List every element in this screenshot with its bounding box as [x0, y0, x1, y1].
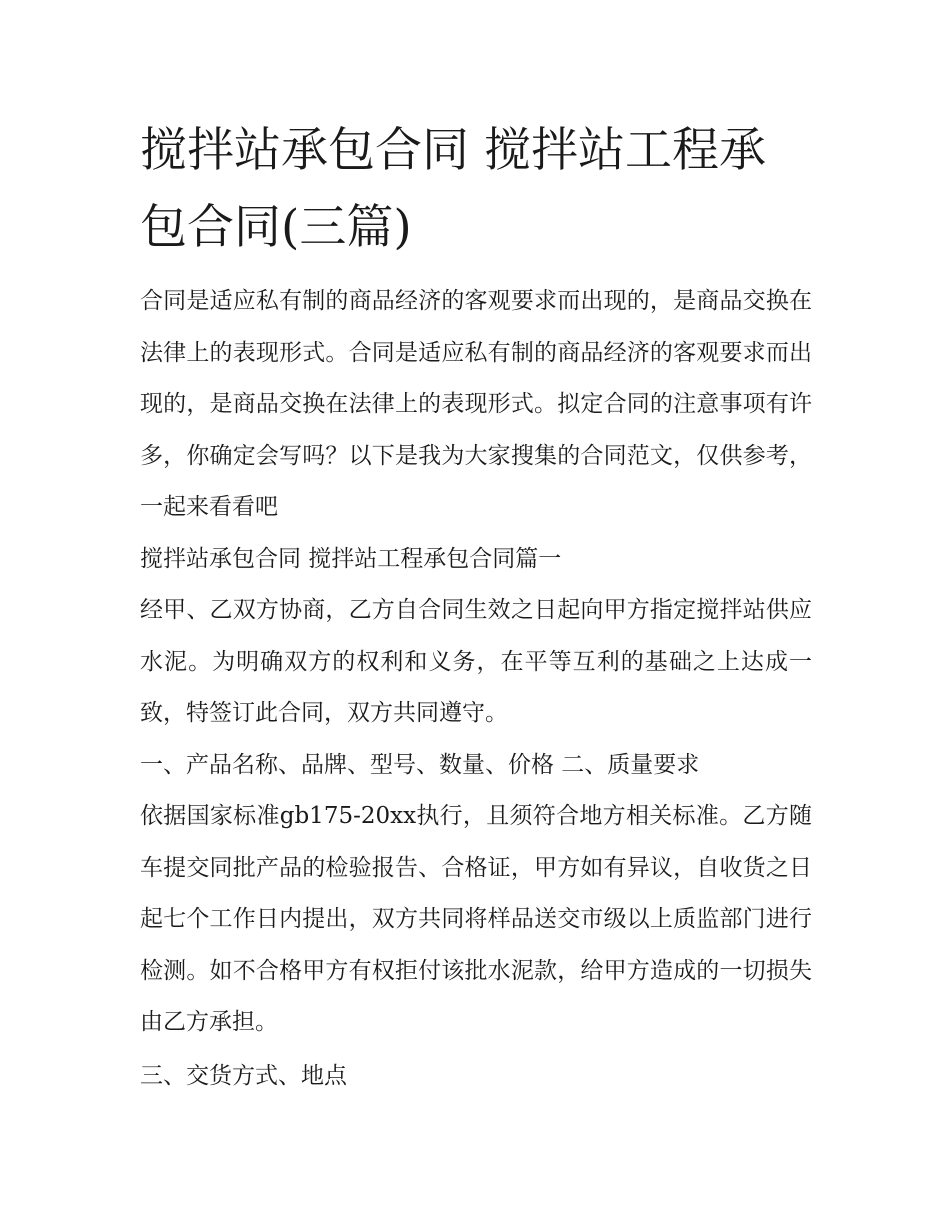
quality-paragraph: 依据国家标准gb175-20xx执行，且须符合地方相关标准。乙方随车提交同批产品的检验报告、合格证，甲方如有异议，自收货之日起七个工作日内提出，双方共同将样品送交市级以上质监部门进行检测。如不合格甲方有权拒付该批水泥款，给甲方造成的一切损失由乙方承担。: [140, 803, 812, 1035]
clause-1-2-heading: 一、产品名称、品牌、型号、数量、价格 二、质量要求: [140, 751, 700, 778]
section-1-heading: 搅拌站承包合同 搅拌站工程承包合同篇一: [140, 545, 562, 572]
section-1-paragraph: 经甲、乙双方协商，乙方自合同生效之日起向甲方指定搅拌站供应水泥。为明确双方的权利和义务，在平等互利的基础之上达成一致，特签订此合同，双方共同遵守。: [140, 597, 812, 726]
intro-paragraph: 合同是适应私有制的商品经济的客观要求而出现的，是商品交换在法律上的表现形式。合同是适应私有制的商品经济的客观要求而出现的，是商品交换在法律上的表现形式。拟定合同的注意事项有许多，你确定会写吗？以下是我为大家搜集的合同范文，仅供参考，一起来看看吧: [140, 288, 812, 520]
clause-3-heading: 三、交货方式、地点: [140, 1062, 347, 1089]
document-title: 搅拌站承包合同 搅拌站工程承包合同(三篇): [140, 123, 766, 255]
document-page: [140, 112, 812, 1102]
